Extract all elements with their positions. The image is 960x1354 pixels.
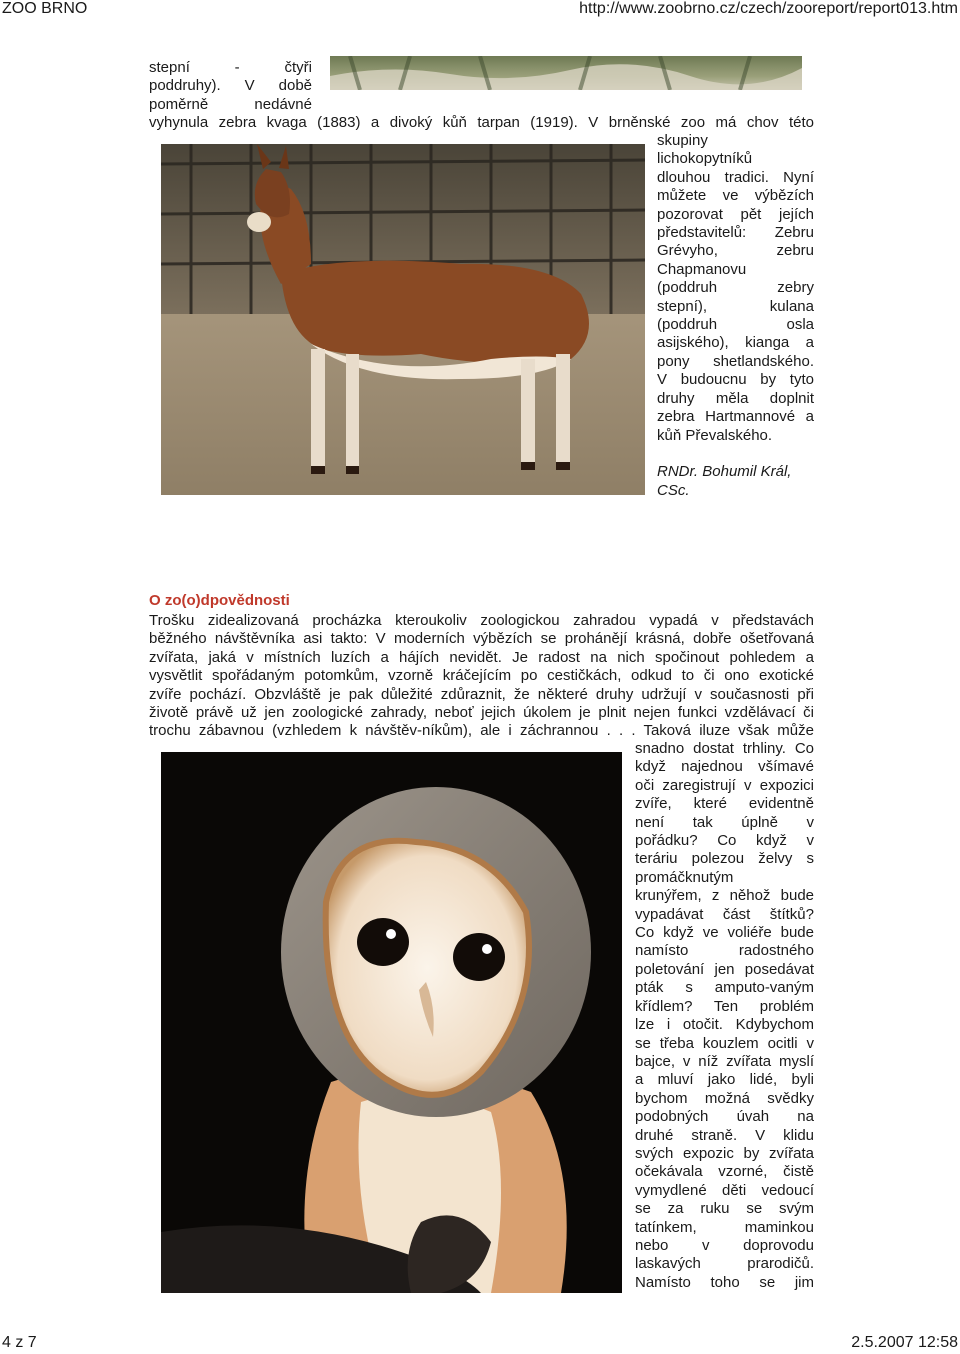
text-line: Co když ve voliéře bude: [635, 924, 814, 942]
text-line: tatínkem, maminkou: [635, 1218, 814, 1236]
text-line: pořádku? Co když v: [635, 832, 814, 850]
text-line: asijského), kianga a: [657, 334, 814, 352]
text-line: podobných úvah na: [635, 1108, 814, 1126]
text-line: trochu zábavnou (vzhledem k návštěv-níkům), ale i záchrannou . . . Taková iluze však může: [149, 722, 814, 740]
text-line: lze i otočit. Kdybychom: [635, 1016, 814, 1034]
text-line: životě právě už jen zoologické zahrady, neboť jejich úkolem je plnit nejen funkci vzdělávací či: [149, 704, 814, 722]
text-line: skupiny: [657, 132, 708, 149]
text-line: se třeba kouzlem ocitli v: [635, 1034, 814, 1052]
text-line: druhy měla doplnit: [657, 389, 814, 407]
text-line: vypadávat část štítků?: [635, 905, 814, 923]
text-line: zvíře pochází. Obzvláště je pak důležité zdůraznit, že některé druhy udržují v současnosti při: [149, 685, 814, 703]
text-line: zvíře, které evidentně: [635, 795, 814, 813]
page-counter: 4 z 7: [2, 1334, 37, 1351]
text-line: bychom možná svědky: [635, 1089, 814, 1107]
barn-owl-photo: [161, 752, 622, 1293]
kiang-photo: [161, 144, 645, 495]
section-heading: O zo(o)dpovědnosti: [149, 592, 290, 609]
text-line: druhé straně. V klidu: [635, 1126, 814, 1144]
text-line: (poddruh zebry: [657, 279, 814, 297]
author-title: CSc.: [657, 481, 690, 499]
text-line: namísto radostného: [635, 942, 814, 960]
text-line: očekávala vzorné, čistě: [635, 1163, 814, 1181]
text-line: poměrně nedávné: [149, 95, 312, 113]
text-line: snadno dostat trhliny. Co: [635, 740, 814, 757]
text-line: a mluví jako lidé, byli: [635, 1071, 814, 1089]
text-line: můžete ve výbězích: [657, 187, 814, 205]
blank-line: [657, 445, 814, 463]
right-column-text-2: [635, 740, 814, 1292]
text-line: zvířata, jaká v místních luzích a hájích nevidět. Je radost na nich spočinout pohledem a: [149, 648, 814, 666]
text-line: oči zaregistrují v expozici: [635, 776, 814, 794]
site-title: ZOO BRNO: [2, 0, 88, 17]
text-line: Namísto toho se jim: [635, 1273, 814, 1291]
text-line: Trošku zidealizovaná procházka kteroukoliv zoologickou zahradou vypadá v představách: [149, 612, 814, 629]
text-line: (poddruh osla: [657, 316, 814, 334]
zebra-photo-fragment: [330, 56, 802, 90]
text-line: stepní), kulana: [657, 297, 814, 315]
right-column-text: [657, 132, 814, 500]
text-line: se za ruku se svým: [635, 1200, 814, 1218]
text-line: nebo v doprovodu: [635, 1236, 814, 1254]
text-line: poletování jen posedávat: [635, 960, 814, 978]
text-line: pozorovat pět jejích: [657, 205, 814, 223]
text-line: běžného návštěvníka asi takto: V moderních výbězích se prohánějí krásná, dobře ošetřovaná: [149, 630, 814, 648]
text-line: zebra Hartmannové a: [657, 408, 814, 426]
text-line: není tak úplně v: [635, 813, 814, 831]
text-line: kůň Převalského.: [657, 426, 773, 444]
page-url: http://www.zoobrno.cz/czech/zooreport/report013.htm: [579, 0, 958, 17]
text-line: lichokopytníků: [657, 150, 753, 168]
text-line: pony shetlandského.: [657, 352, 814, 370]
text-line: laskavých prarodičů.: [635, 1255, 814, 1273]
section-paragraph: [149, 612, 814, 741]
print-date: 2.5.2007 12:58: [851, 1334, 958, 1351]
text-line: Chapmanovu: [657, 260, 747, 278]
text-line: stepní - čtyři: [149, 59, 312, 76]
page-header: [0, 0, 960, 20]
text-line: vymydlené děti vedoucí: [635, 1181, 814, 1199]
text-line: dlouhou tradici. Nyní: [657, 168, 814, 186]
intro-fragment: [149, 59, 312, 114]
text-line: vyhynula zebra kvaga (1883) a divoký kůň tarpan (1919). V brněnské zoo má chov této: [149, 114, 814, 131]
text-line: poddruhy). V době: [149, 77, 312, 95]
text-line: vysvětlit spořádaným potomkům, vzorně kráčejícím po cestičkách, odkud to či ono exotické: [149, 667, 814, 685]
text-line: pták s amputo-vaným: [635, 979, 814, 997]
text-line: představitelů: Zebru: [657, 224, 814, 242]
author-name: RNDr. Bohumil Král,: [657, 463, 792, 481]
text-line: když najednou všímavé: [635, 758, 814, 776]
text-line: Grévyho, zebru: [657, 242, 814, 260]
text-line: teráriu polezou želvy s: [635, 850, 814, 868]
text-line: V budoucnu by tyto: [657, 371, 814, 389]
text-line: křídlem? Ten problém: [635, 997, 814, 1015]
page-footer: [0, 1334, 960, 1354]
text-line: svých expozic by zvířata: [635, 1144, 814, 1162]
text-line: krunýřem, z něhož bude: [635, 887, 814, 905]
text-line: promáčknutým: [635, 868, 734, 886]
full-width-line: [149, 114, 814, 132]
text-line: bajce, v níž zvířata myslí: [635, 1052, 814, 1070]
